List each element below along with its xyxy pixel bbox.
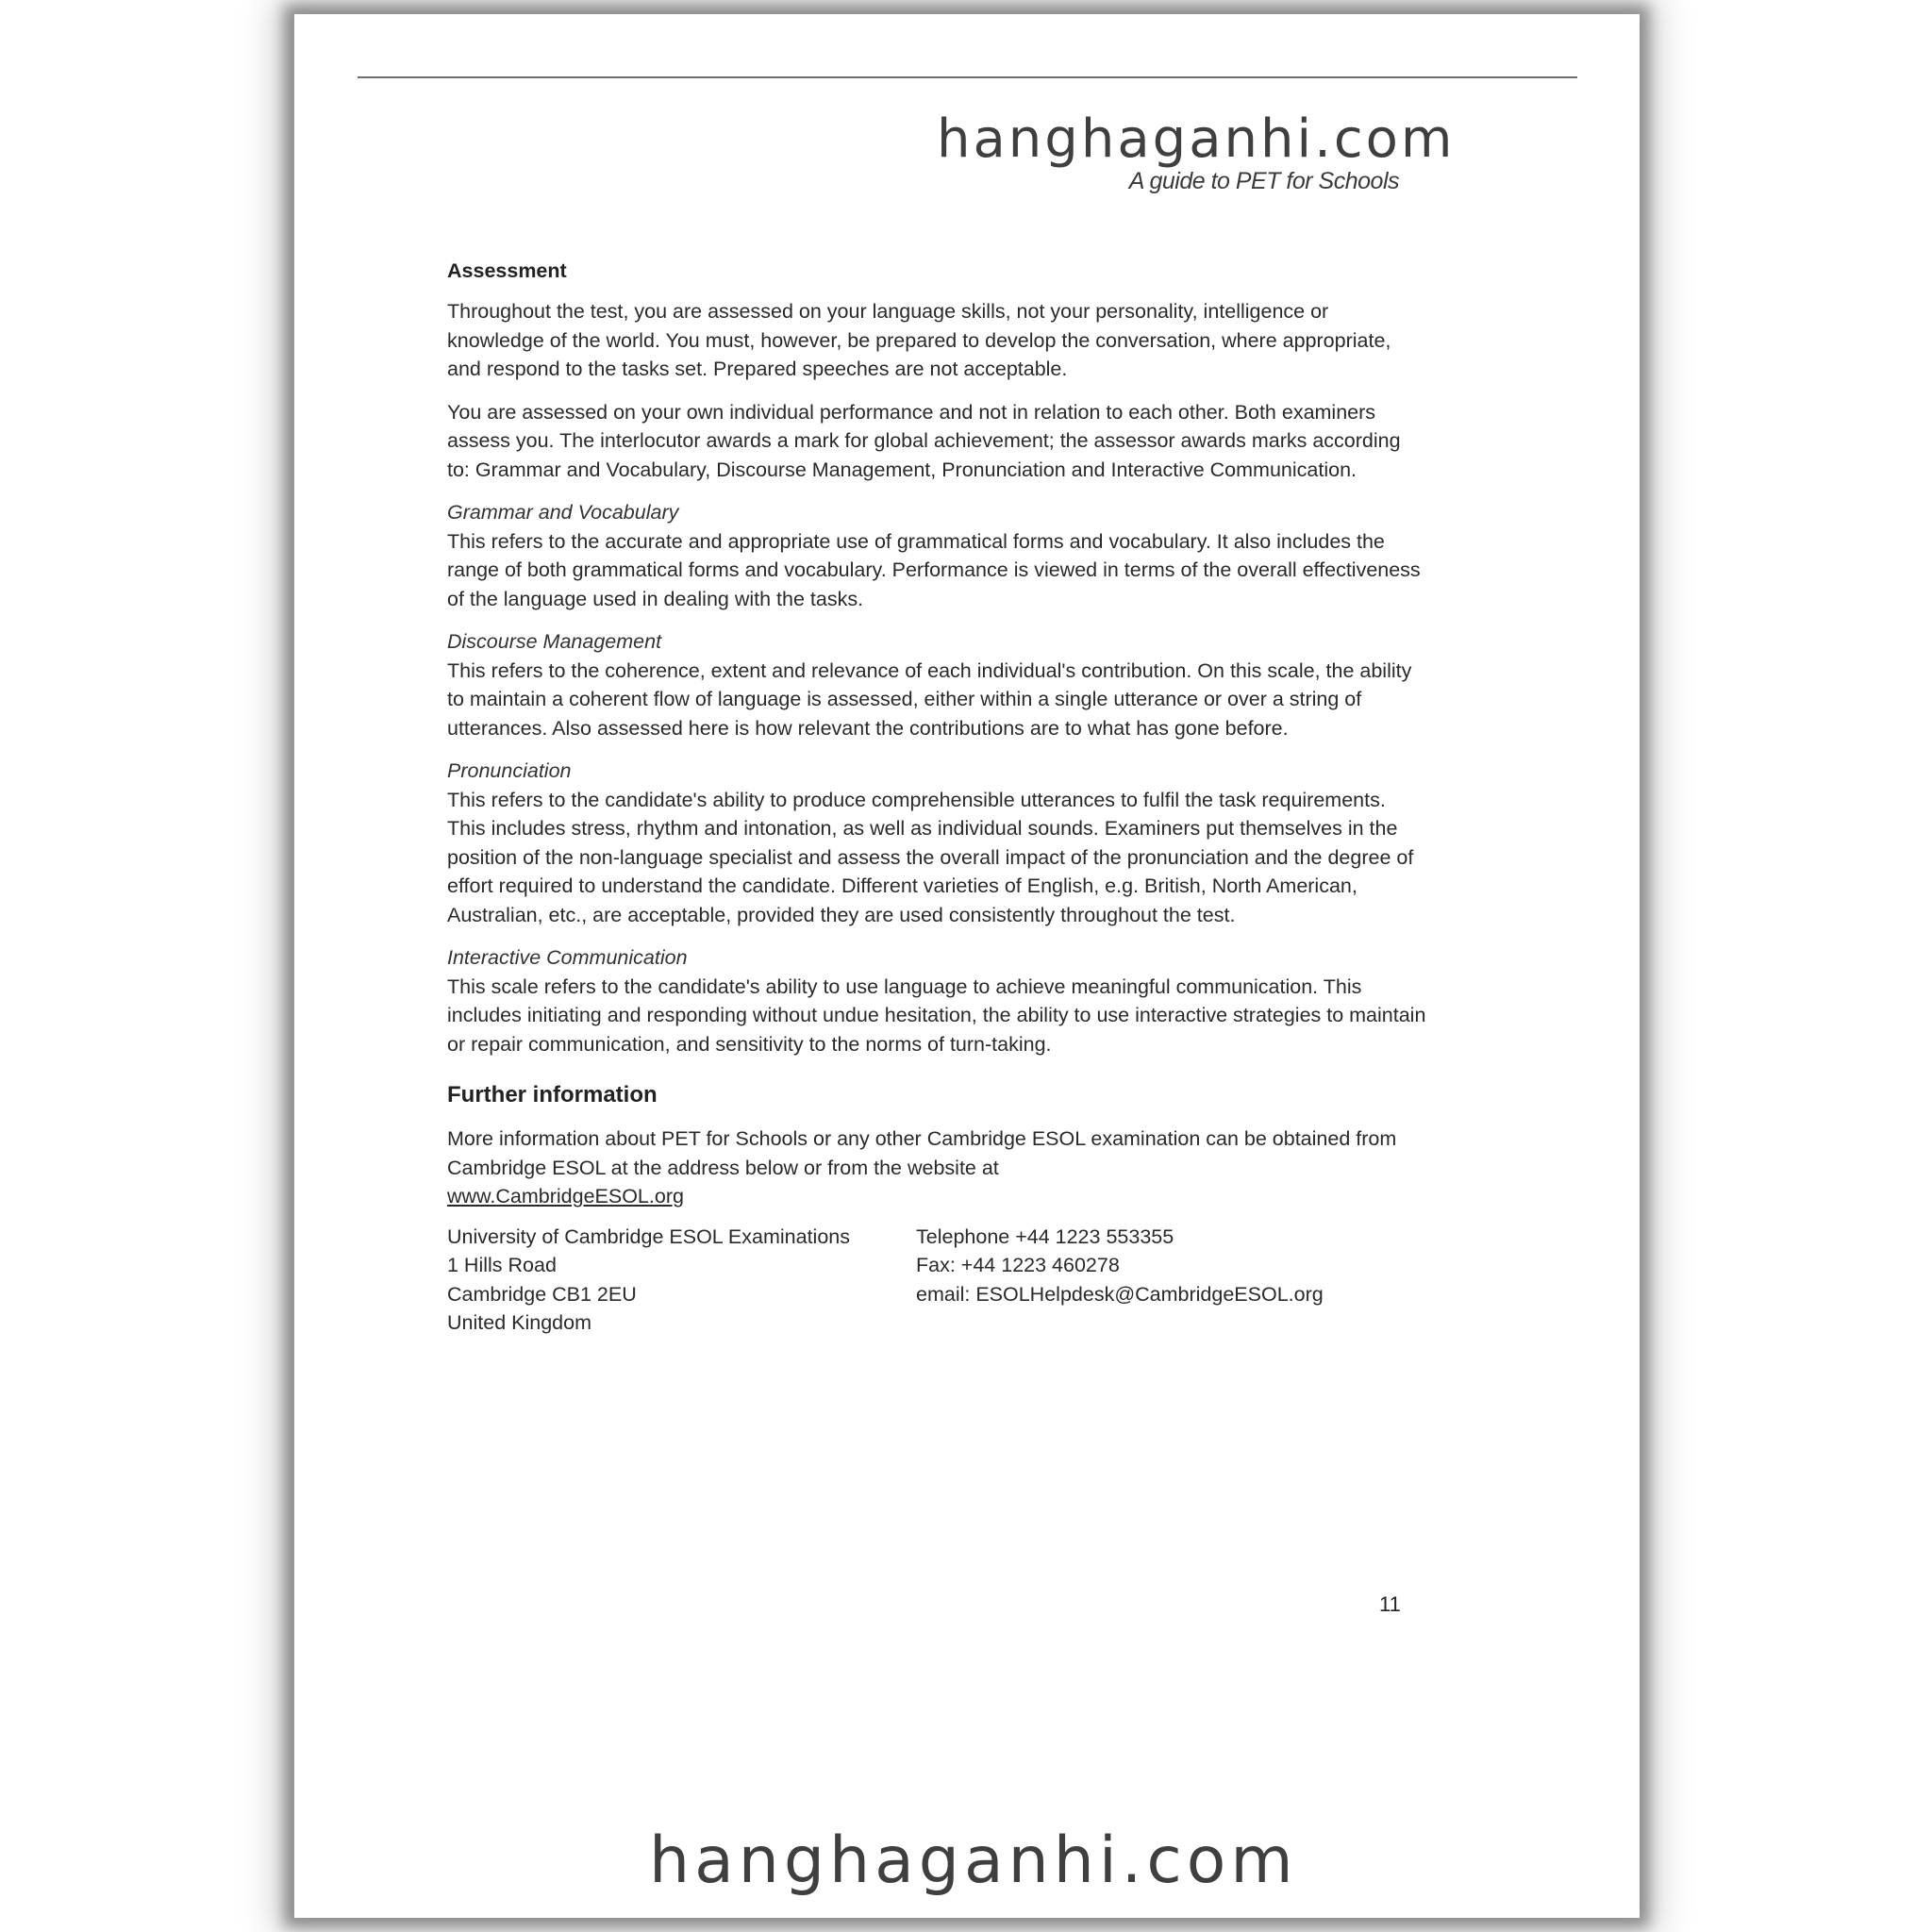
fax: Fax: +44 1223 460278: [916, 1254, 1120, 1276]
criterion-text-discourse: This refers to the coherence, extent and relevance of each individual's contribution. On this scale, the ability to maintain a coherent flow of language is assessed, either within a single utterance or over a string of utterances. Also assessed here is how relevant the contributions are to what has gone before.: [447, 658, 1412, 740]
header-rule: [358, 76, 1577, 78]
website-link[interactable]: www.CambridgeESOL.org: [447, 1185, 684, 1208]
criterion-text-pronunciation: This refers to the candidate's ability to produce comprehensible utterances to fulfil the task requirements. This includes stress, rhythm and intonation, as well as individual sounds. Examiners put themselves in the position of the non-language specialist and assess the overall impact of the pronunciation and the degree of effort required to understand the candidate. Different varieties of English, e.g. British, North American, Australian, etc., are acceptable, provided they are used consistently throughout the test.: [447, 788, 1414, 926]
watermark-top: hanghaganhi.com: [937, 108, 1456, 170]
further-info-paragraph: [447, 1124, 1428, 1211]
criterion-text-interactive: This scale refers to the candidate's ability to use language to achieve meaningful communication. This includes initiating and responding without undue hesitation, the ability to use interactive strategies to maintain or repair communication, and sensitivity to the norms of turn-taking.: [447, 974, 1426, 1056]
address-line: United Kingdom: [447, 1311, 591, 1334]
assessment-paragraph: Throughout the test, you are assessed on your language skills, not your personality, intelligence or knowledge of the world. You must, however, be prepared to develop the conversation, where appropriate, and respond to the tasks set. Prepared speeches are not acceptable.: [447, 300, 1391, 380]
running-head: A guide to PET for Schools: [1128, 168, 1399, 194]
document-page: [293, 14, 1640, 1918]
page-number: 11: [1379, 1592, 1401, 1616]
email[interactable]: email: ESOLHelpdesk@CambridgeESOL.org: [916, 1282, 1324, 1306]
criterion-title-pronunciation: Pronunciation: [447, 759, 572, 782]
further-info-text: More information about PET for Schools or any other Cambridge ESOL examination can be obtained from Cambridge ESOL at the address below or from the website at: [447, 1127, 1397, 1179]
postal-address: [447, 1223, 916, 1338]
address-line: Cambridge CB1 2EU: [447, 1282, 637, 1306]
address-line: University of Cambridge ESOL Examinations: [447, 1224, 850, 1248]
assessment-paragraph: You are assessed on your own individual performance and not in relation to each other. Both examiners assess you. The interlocutor awards a mark for global achievement; the assessor awards marks according to: Grammar and Vocabulary, Discourse Management, Pronunciation and Interactive Communication.: [447, 400, 1401, 481]
criterion-title-grammar: Grammar and Vocabulary: [447, 501, 679, 524]
contact-details: [916, 1223, 1428, 1338]
telephone: Telephone +44 1223 553355: [916, 1224, 1174, 1248]
criterion-title-discourse: Discourse Management: [447, 630, 662, 653]
assessment-heading: Assessment: [447, 259, 567, 282]
criterion-title-interactive: Interactive Communication: [447, 946, 688, 969]
contact-block: [447, 1223, 1428, 1338]
further-info-heading: Further information: [447, 1082, 658, 1108]
address-line: 1 Hills Road: [447, 1254, 557, 1276]
page-content: [447, 257, 1428, 1338]
watermark-bottom: hanghaganhi.com: [649, 1824, 1298, 1898]
criterion-text-grammar: This refers to the accurate and appropriate use of grammatical forms and vocabulary. It also includes the range of both grammatical forms and vocabulary. Performance is viewed in terms of the overall effectiveness of the language used in dealing with the tasks.: [447, 529, 1421, 610]
